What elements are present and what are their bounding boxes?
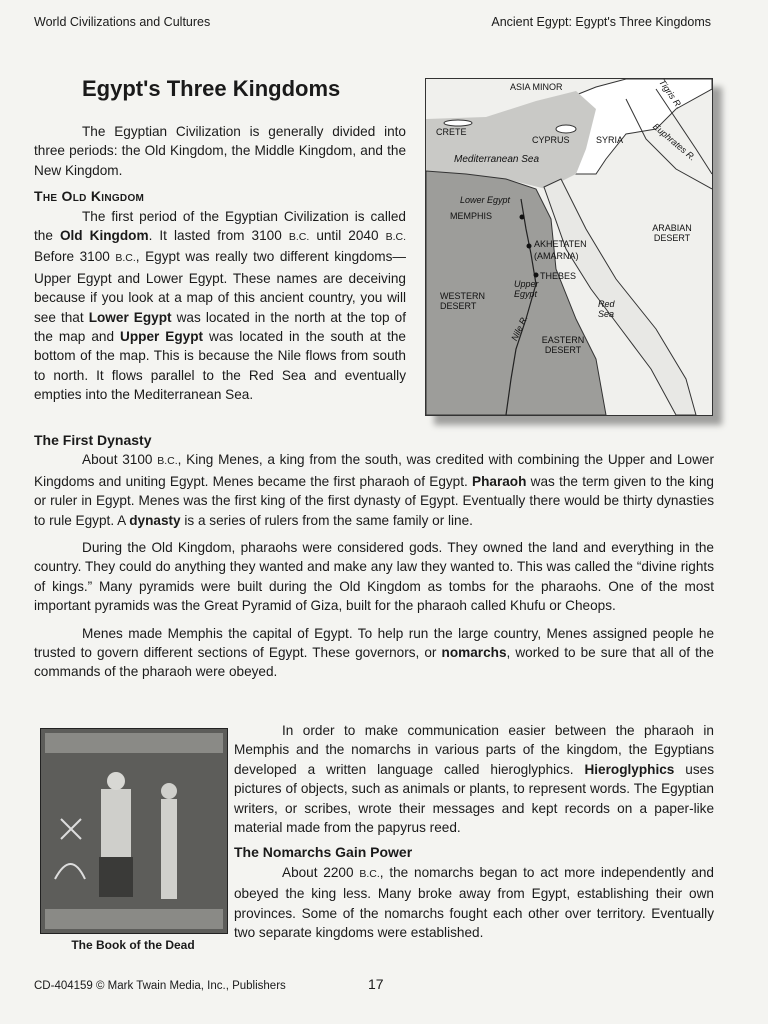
- hieroglyphics-block: [234, 721, 714, 942]
- label-asia-minor: ASIA MINOR: [510, 82, 563, 92]
- label-upper-egypt: Upper Egypt: [514, 279, 539, 299]
- header-left: World Civilizations and Cultures: [34, 15, 211, 29]
- label-tigris: Tigris R.: [657, 77, 685, 111]
- old-kingdom-paragraph: The first period of the Egyptian Civilization is called the Old Kingdom. It lasted from 3100 B.C. until 2040 B.C. Before 3100 B.C., Egypt was really two different kingdoms—Upper Egypt and Lower Egypt. These names are deceiving because if you look at a map of this ancient country, you will see that Lower Egypt was located in the north at the top of the map and Upper Egypt was located in the south at the bottom of the map. This is because the Nile flows from south to north. It flows parallel to the Red Sea and eventually empties into the Mediterranean Sea.: [34, 208, 407, 403]
- label-euphrates: Euphrates R.: [650, 121, 698, 163]
- label-mediterranean: Mediterranean Sea: [454, 154, 540, 165]
- first-dynasty-paragraph-1: About 3100 B.C., King Menes, a king from the south, was credited with combining the Upper and Lower Kingdoms and uniting Egypt. Menes became the first pharaoh of Egypt. Pharaoh was the term given to the king or ruler in Egypt. Menes was the first king of the first dynasty of Egypt. Eventually there would be thirty dynasties to rule Egypt. A dynasty is a series of rulers from the same family or line.: [34, 452, 714, 528]
- label-eastern-desert: EASTERN DESERT: [541, 335, 585, 355]
- header-right: Ancient Egypt: Egypt's Three Kingdoms: [491, 15, 711, 29]
- intro-block: [34, 122, 406, 405]
- old-kingdom-heading: The Old Kingdom: [34, 188, 145, 205]
- page-number: 17: [368, 976, 384, 992]
- label-syria: SYRIA: [596, 135, 624, 145]
- label-thebes: THEBES: [540, 271, 577, 281]
- label-red-sea: Red Sea: [598, 299, 615, 319]
- label-western-desert: WESTERN DESERT: [440, 291, 485, 311]
- first-dynasty-block: [34, 431, 714, 682]
- label-akhetaten: AKHETATEN: [534, 239, 587, 249]
- footer-publisher: CD-404159 © Mark Twain Media, Inc., Publishers: [34, 980, 286, 992]
- label-crete: CRETE: [436, 127, 467, 137]
- egypt-map: [425, 78, 713, 416]
- first-dynasty-paragraph-3: Menes made Memphis the capital of Egypt. To help run the large country, Menes assigned people he trusted to govern different sections of Egypt. These governors, or nomarchs, worked to be sure that all of the commands of the pharaoh were obeyed.: [34, 625, 714, 680]
- label-lower-egypt: Lower Egypt: [460, 195, 511, 205]
- hieroglyphics-paragraph: In order to make communication easier between the pharaoh in Memphis and the nomarchs in various parts of the kingdom, the Egyptians developed a written language called hieroglyphics. Hieroglyphics uses pictures of objects, such as animals or plants, to represent words. The Egyptian writers, or scribes, wrote their messages and kept records on a paper-like material made from the papyrus reed.: [234, 723, 714, 836]
- page-title: Egypt's Three Kingdoms: [82, 76, 341, 101]
- nomarchs-heading: The Nomarchs Gain Power: [234, 844, 413, 861]
- label-nile: Nile R.: [509, 313, 530, 343]
- book-of-the-dead-image: [40, 728, 228, 934]
- label-memphis: MEMPHIS: [450, 211, 493, 221]
- label-cyprus: CYPRUS: [532, 135, 570, 145]
- first-dynasty-paragraph-2: During the Old Kingdom, pharaohs were considered gods. They owned the land and everything in the country. They could do anything they wanted and make any law they wanted to. This was called the “divine rights of kings.” Many pyramids were built during the Old Kingdom as tombs for the pharaohs. One of the most important pyramids was the Great Pyramid of Giza, built for the pharaoh called Khufu or Cheops.: [34, 540, 714, 614]
- nomarchs-paragraph: About 2200 B.C., the nomarchs began to act more independently and obeyed the king less. Many broke away from Egypt, establishing their own provinces. Some of the nomarchs fought each other over territory. Eventually two separate kingdoms were established.: [234, 864, 714, 941]
- first-dynasty-heading: The First Dynasty: [34, 432, 152, 448]
- image-caption: The Book of the Dead: [71, 938, 195, 952]
- papyrus-illustration: [41, 729, 227, 933]
- label-arabian-desert: ARABIAN DESERT: [652, 223, 692, 243]
- intro-paragraph: The Egyptian Civilization is generally divided into three periods: the Old Kingdom, the Middle Kingdom, and the New Kingdom.: [34, 124, 406, 178]
- label-amarna: (AMARNA): [534, 251, 579, 261]
